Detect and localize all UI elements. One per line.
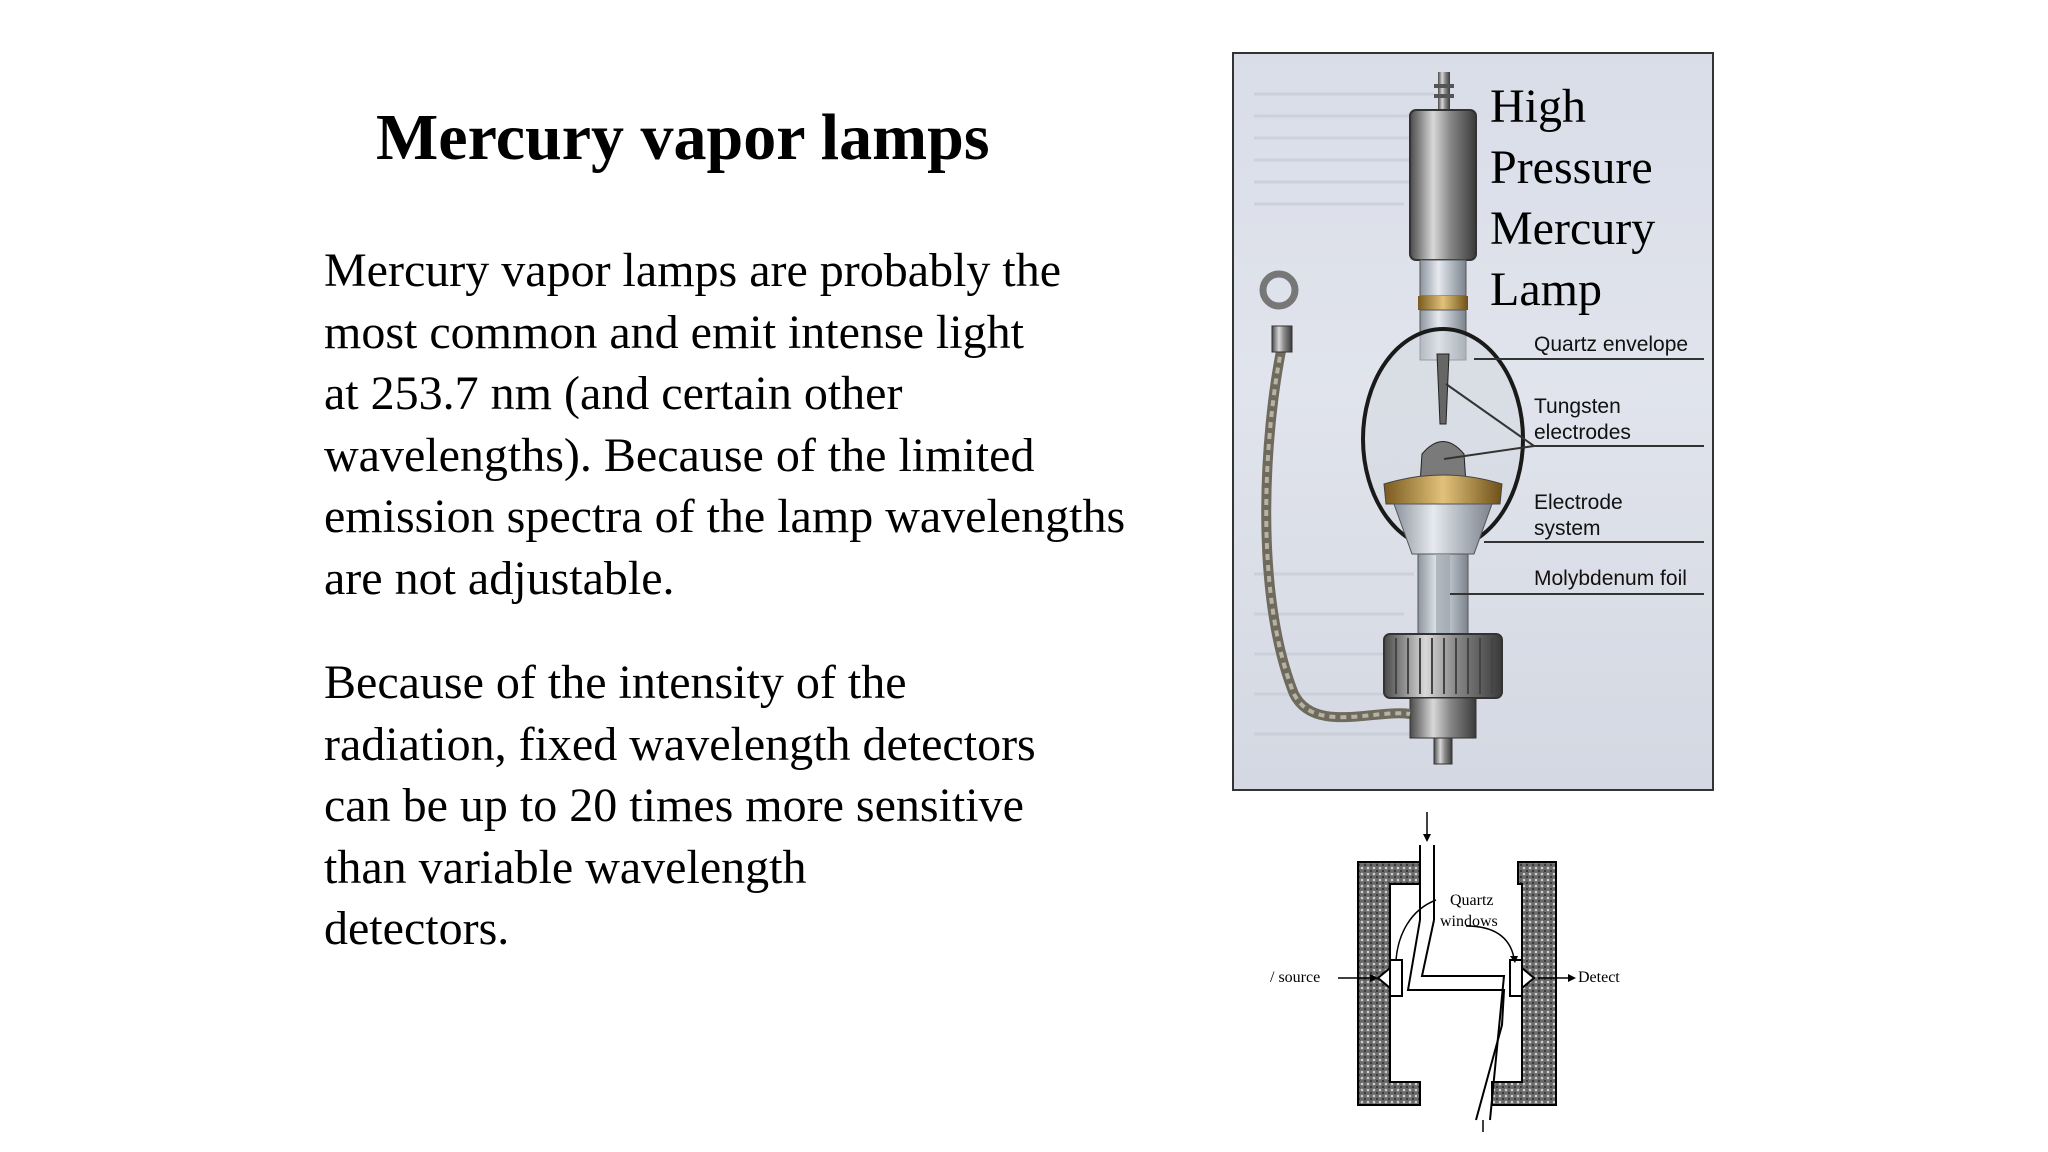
- word: Because: [324, 656, 484, 709]
- word: radiation,: [324, 717, 507, 771]
- callout-molybdenum-foil: [1534, 566, 1710, 592]
- word: the: [547, 656, 607, 709]
- callout-text: Quartz envelope: [1534, 333, 1689, 356]
- word: times: [629, 779, 734, 832]
- paragraph-line: at 253.7 nm (and certain other: [324, 367, 903, 420]
- word: be: [402, 779, 448, 832]
- callout-text: Electrode: [1534, 491, 1623, 514]
- paragraph-line: are not adjustable.: [324, 551, 675, 605]
- paragraph-mercury-lamps: [324, 240, 1125, 609]
- source-label: / source: [1270, 969, 1321, 986]
- word: to: [519, 779, 558, 832]
- word: fixed: [518, 717, 618, 771]
- lamp-photo: [1232, 52, 1714, 791]
- lamp-title-line: Mercury: [1490, 202, 1656, 255]
- callout-electrode-system: [1534, 490, 1710, 542]
- paragraph-line: emission spectra of the lamp wavelengths: [324, 490, 1126, 543]
- word: 20: [569, 779, 618, 832]
- detector-label: Detect: [1578, 969, 1620, 986]
- callout-quartz-envelope: [1534, 332, 1710, 358]
- paragraph-line: than variable wavelength: [324, 840, 807, 894]
- paragraph-line: wavelengths). Because of the limited: [324, 428, 1035, 482]
- word: detectors: [862, 717, 1036, 771]
- word: sensitive: [855, 779, 1024, 832]
- label-line: windows: [1440, 913, 1498, 930]
- lamp-title: [1490, 76, 1710, 320]
- flow-cell-diagram: [1270, 800, 1640, 1135]
- word: wavelength: [629, 717, 851, 771]
- justified-line: [324, 775, 1126, 837]
- lamp-title-line: Lamp: [1490, 263, 1602, 316]
- paragraph-detector-sensitivity: [324, 652, 1126, 960]
- callout-text: Tungsten: [1534, 395, 1621, 418]
- word: the: [847, 656, 907, 709]
- callout-text: Molybdenum foil: [1534, 567, 1687, 590]
- lamp-title-line: High: [1490, 80, 1586, 133]
- lamp-title-line: Pressure: [1490, 141, 1653, 194]
- callout-text: system: [1534, 517, 1601, 540]
- paragraph-line: most common and emit intense light: [324, 305, 1024, 359]
- justified-line: [324, 714, 1126, 776]
- paragraph-line: Mercury vapor lamps are probably the: [324, 244, 1062, 297]
- callout-tungsten-electrodes: [1534, 394, 1710, 446]
- word: of: [495, 656, 536, 709]
- justified-line: [324, 652, 1126, 714]
- word: intensity: [618, 656, 784, 709]
- word: up: [459, 779, 508, 832]
- quartz-windows-label: [1440, 890, 1498, 932]
- callout-text: electrodes: [1534, 421, 1631, 444]
- word: can: [324, 779, 391, 832]
- word: of: [795, 656, 836, 709]
- slide-title: Mercury vapor lamps: [376, 101, 990, 174]
- label-line: Quartz: [1450, 892, 1494, 909]
- paragraph-line: detectors.: [324, 902, 510, 955]
- word: more: [745, 779, 844, 832]
